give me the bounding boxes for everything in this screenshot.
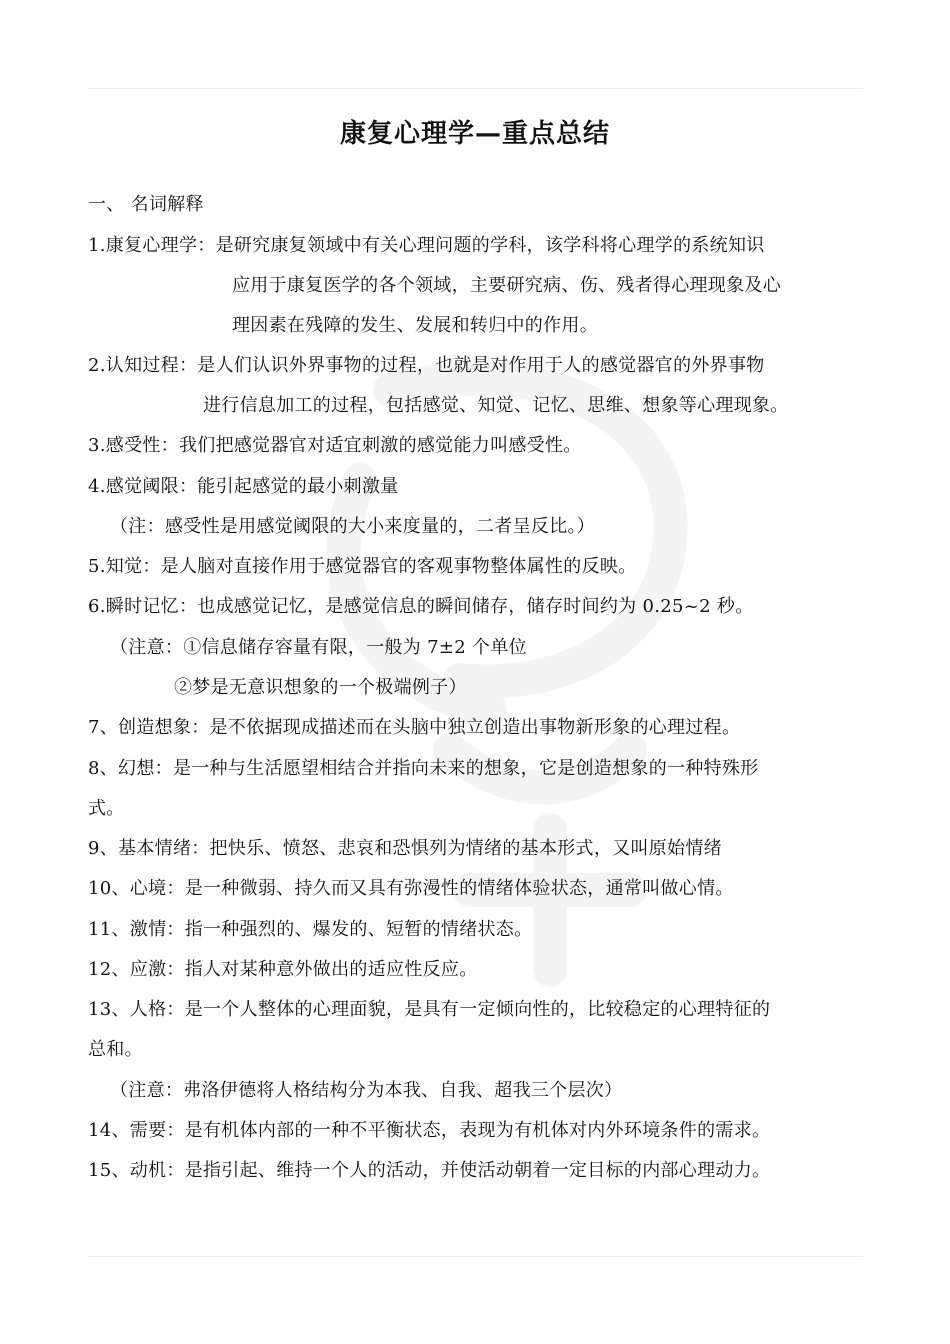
text-line: 总和。 bbox=[88, 1039, 143, 1060]
text-line: 6.瞬时记忆：也成感觉记忆，是感觉信息的瞬间储存，储存时间约为 0.25~2 秒。 bbox=[88, 596, 754, 617]
text-line: （注意：①信息储存容量有限，一般为 7±2 个单位 bbox=[110, 637, 527, 658]
text-line: 12、应激：指人对某种意外做出的适应性反应。 bbox=[88, 959, 478, 980]
text-line: 应用于康复医学的各个领域，主要研究病、伤、残者得心理现象及心 bbox=[232, 275, 781, 296]
text-line: 9、基本情绪：把快乐、愤怒、悲哀和恐惧列为情绪的基本形式，又叫原始情绪 bbox=[88, 838, 722, 859]
text-line: 式。 bbox=[88, 798, 125, 819]
text-line: 14、需要：是有机体内部的一种不平衡状态，表现为有机体对内外环境条件的需求。 bbox=[88, 1120, 771, 1141]
text-line: 进行信息加工的过程，包括感觉、知觉、记忆、思维、想象等心理现象。 bbox=[203, 395, 789, 416]
text-line: ②梦是无意识想象的一个极端例子） bbox=[174, 677, 467, 698]
text-line: （注：感受性是用感觉阈限的大小来度量的，二者呈反比。） bbox=[110, 516, 596, 537]
bottom-rule bbox=[88, 1256, 863, 1257]
text-line: 1.康复心理学：是研究康复领域中有关心理问题的学科，该学科将心理学的系统知识 bbox=[88, 235, 765, 256]
text-line: 8、幻想：是一种与生活愿望相结合并指向未来的想象，它是创造想象的一种特殊形 bbox=[88, 758, 759, 779]
text-line: 13、人格：是一个人整体的心理面貌，是具有一定倾向性的，比较稳定的心理特征的 bbox=[88, 999, 771, 1020]
text-line: 5.知觉：是人脑对直接作用于感觉器官的客观事物整体属性的反映。 bbox=[88, 556, 637, 577]
text-line: 4.感觉阈限：能引起感觉的最小刺激量 bbox=[88, 476, 399, 497]
text-line: 理因素在残障的发生、发展和转归中的作用。 bbox=[232, 315, 598, 336]
text-line: 3.感受性：我们把感觉器官对适宜刺激的感觉能力叫感受性。 bbox=[88, 435, 582, 456]
text-line: 2.认知过程：是人们认识外界事物的过程，也就是对作用于人的感觉器官的外界事物 bbox=[88, 355, 765, 376]
page-title: 康复心理学—重点总结 bbox=[339, 119, 610, 149]
text-line: （注意：弗洛伊德将人格结构分为本我、自我、超我三个层次） bbox=[110, 1080, 623, 1101]
text-line: 15、动机：是指引起、维持一个人的活动，并使活动朝着一定目标的内部心理动力。 bbox=[88, 1160, 771, 1181]
text-line: 11、激情：指一种强烈的、爆发的、短暂的情绪状态。 bbox=[88, 919, 533, 940]
top-rule bbox=[88, 88, 863, 89]
text-line: 7、创造想象：是不依据现成描述而在头脑中独立创造出事物新形象的心理过程。 bbox=[88, 717, 741, 738]
text-line: 10、心境：是一种微弱、持久而又具有弥漫性的情绪体验状态，通常叫做心情。 bbox=[88, 878, 734, 899]
section-heading: 一、 名词解释 bbox=[88, 194, 204, 215]
